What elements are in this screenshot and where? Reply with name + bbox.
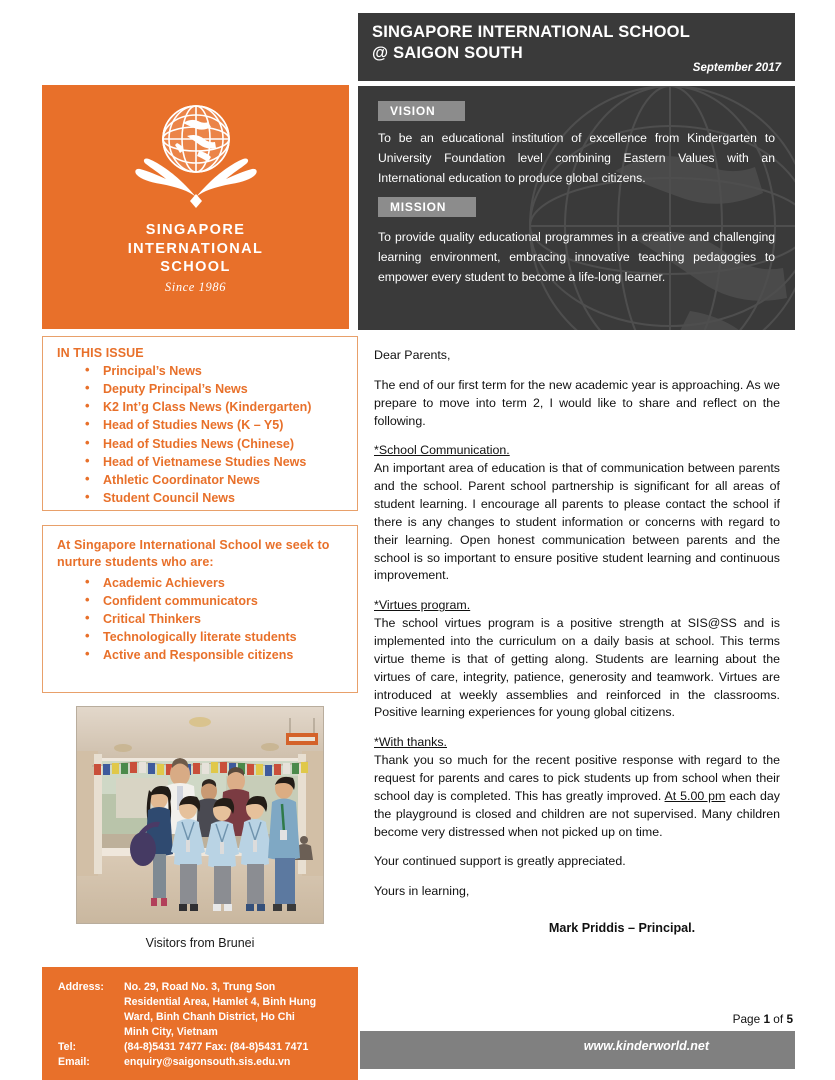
list-item[interactable]: • Principal’s News <box>57 362 349 380</box>
nurture-box-title: At Singapore International School we seek to nurture students who are: <box>57 538 330 569</box>
page-prefix: Page <box>732 1012 764 1026</box>
website-url[interactable]: www.kinderworld.net <box>583 1039 709 1053</box>
website-footer-bar <box>360 1031 795 1069</box>
list-item[interactable]: • Head of Studies News (K – Y5) <box>57 416 349 434</box>
nurture-students-box <box>42 525 358 693</box>
address-line-1: No. 29, Road No. 3, Trung Son <box>124 981 276 993</box>
with-thanks-text-post: each day the playground is closed and children are not supervised. Many children become very distressed when not picked up on time. <box>374 788 781 839</box>
logo-name-line3: SCHOOL <box>160 259 231 276</box>
page-number <box>733 1012 793 1026</box>
visitors-photo <box>76 706 324 924</box>
with-thanks-time-underlined: At 5.00 pm <box>664 788 726 803</box>
section-school-communication-body: An important area of education is that of communication between parents and the school. Parent school partnership is significant for all areas of student learning. I encourage all parents to please contact the school if there is any changes to student information or concerns with regard to their learning. Open honest communication between parents and the school is so important to ensure positive student learning and continuous improvement. <box>374 461 780 583</box>
logo-name-line2: INTERNATIONAL <box>127 240 264 257</box>
list-item[interactable]: • Head of Studies News (Chinese) <box>57 435 349 453</box>
section-virtues-program-body: The school virtues program is a positive strength at SIS@SS and is implemented into the curriculum on a daily basis at school. This terms virtue theme is that of getting along. Students are learning about the virtues of care, integrity, patience, generosity and teamwork. Virtues are introduced at weekly assemblies and reinforced in the classrooms. Positive learning experiences for young global citizens. <box>374 616 780 720</box>
header-title <box>372 22 781 64</box>
list-item: • Critical Thinkers <box>57 610 349 628</box>
newsletter-header <box>358 13 795 81</box>
section-school-communication-head: *School Communication. <box>374 443 510 458</box>
address-footer-block <box>42 967 358 1080</box>
vision-badge: VISION <box>378 101 465 121</box>
photo-caption: Visitors from Brunei <box>145 936 255 950</box>
email-value[interactable]: enquiry@saigonsouth.sis.edu.vn <box>124 1056 291 1069</box>
header-title-line1: SINGAPORE INTERNATIONAL SCHOOL <box>372 23 690 41</box>
logo-since-text: Since 1986 <box>164 279 227 294</box>
tel-value: (84-8)5431 7477 Fax: (84-8)5431 7471 <box>124 1041 309 1054</box>
address-line-2: Residential Area, Hamlet 4, Binh Hung <box>124 996 317 1009</box>
list-item[interactable]: • Student Council News <box>57 489 349 507</box>
vision-mission-panel <box>358 86 795 330</box>
header-issue-date: September 2017 <box>692 62 781 74</box>
in-this-issue-title: IN THIS ISSUE <box>57 346 144 360</box>
list-item: • Technologically literate students <box>57 628 349 646</box>
list-item[interactable]: • Head of Vietnamese Studies News <box>57 453 349 471</box>
tel-row <box>58 1040 348 1055</box>
list-item: • Active and Responsible citizens <box>57 646 349 664</box>
nurture-attributes-list <box>57 574 349 665</box>
in-this-issue-box <box>42 336 358 511</box>
list-item[interactable]: • K2 Int’g Class News (Kindergarten) <box>57 398 349 416</box>
list-item[interactable]: • Deputy Principal’s News <box>57 380 349 398</box>
group-photo-image <box>76 706 324 924</box>
section-with-thanks-head: *With thanks. <box>374 735 447 750</box>
section-virtues-program-head: *Virtues program. <box>374 598 471 613</box>
email-row <box>58 1055 348 1070</box>
list-item: • Academic Achievers <box>57 574 349 592</box>
address-label: Address: <box>58 981 104 993</box>
tel-label: Tel: <box>58 1041 77 1054</box>
page-mid: of <box>770 1012 787 1026</box>
page-total: 5 <box>786 1012 793 1026</box>
mission-text: To provide quality educational programmes in a creative and challenging learning environment, embracing innovative teaching pedagogies to empower every student to become a life-long learner. <box>378 230 775 284</box>
letter-greeting: Dear Parents, <box>374 348 451 362</box>
list-item: • Confident communicators <box>57 592 349 610</box>
email-label: Email: <box>58 1056 90 1069</box>
mission-badge: MISSION <box>378 197 476 217</box>
section-with-thanks-body <box>374 752 780 841</box>
in-this-issue-list <box>57 362 349 507</box>
header-title-line2: @ SAIGON SOUTH <box>372 44 523 63</box>
address-line-3: Ward, Binh Chanh District, Ho Chi <box>124 1011 295 1024</box>
letter-closing-yours: Yours in learning, <box>374 884 470 899</box>
address-value <box>124 980 348 1040</box>
letter-closing-support: Your continued support is greatly appreciated. <box>374 854 626 869</box>
list-item[interactable]: • Athletic Coordinator News <box>57 471 349 489</box>
globe-in-hands-logo-icon <box>121 99 271 217</box>
logo-school-name <box>128 221 264 277</box>
address-row <box>58 980 348 1040</box>
school-logo-block <box>42 85 349 329</box>
with-thanks-text-pre: Thank you so much for the recent positive response with regard to the request for parents and cares to pick students up from school when their school day is completed. This has greatly improved. <box>374 753 780 803</box>
address-line-4: Minh City, Vietnam <box>124 1026 218 1039</box>
logo-name-line1: SINGAPORE <box>145 222 246 238</box>
letter-intro: The end of our first term for the new academic year is approaching. As we prepare to move into term 2, I would like to share and reflect on the following. <box>374 377 780 428</box>
letter-signature: Mark Priddis – Principal. <box>548 921 696 936</box>
principal-letter <box>374 347 780 937</box>
page-current: 1 <box>763 1012 771 1026</box>
vision-text: To be an educational institution of excellence from Kindergarten to University Foundation level combining Eastern Values with an International education to produce global citizens. <box>378 131 775 185</box>
